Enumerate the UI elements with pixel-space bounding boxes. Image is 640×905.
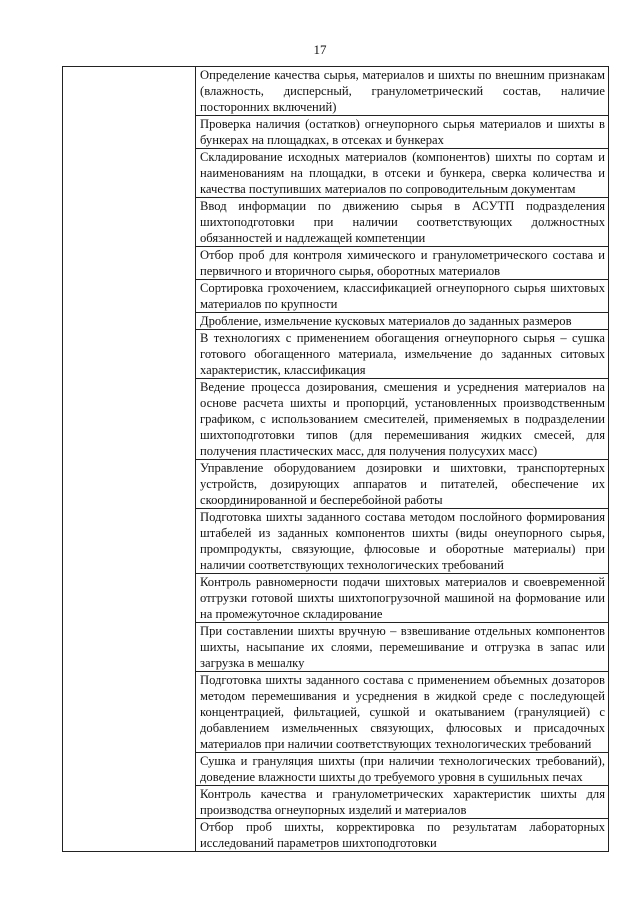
table-cell (196, 149, 609, 198)
cell-text: Дробление, измельчение кусковых материалов до заданных размеров (200, 314, 572, 328)
left-empty-cell (63, 67, 196, 852)
cell-text: Отбор проб шихты, корректировка по результатам лабораторных исследований параметров шихтоподготовки (200, 820, 605, 850)
table-cell (196, 672, 609, 753)
cell-text: Контроль качества и гранулометрических характеристик шихты для производства огнеупорных изделий и материалов (200, 787, 605, 817)
table-cell (196, 623, 609, 672)
cell-text: Проверка наличия (остатков) огнеупорного сырья материалов и шихты в бункерах на площадках, в отсеках и бункерах (200, 117, 605, 147)
table-cell (196, 313, 609, 330)
cell-text: Подготовка шихты заданного состава с применением объемных дозаторов методом перемешивания и усреднения в жидкой среде с последующей концентрацией, фильтацией, сушкой и окатыванием (грануляцией) с добавлением измельченных связующих, флюсовых и присадочных материалов при наличии соответствующих технологических требований (200, 673, 605, 751)
cell-text: Управление оборудованием дозировки и шихтовки, транспортерных устройств, дозирующих аппаратов и питателей, обеспечение их скоординированной и бесперебойной работы (200, 461, 605, 507)
table-cell (196, 116, 609, 149)
cell-text: Отбор проб для контроля химического и гранулометрического состава и первичного и вторичного сырья, оборотных материалов (200, 248, 605, 278)
table-cell (196, 753, 609, 786)
table-cell (196, 379, 609, 460)
table-cell (196, 67, 609, 116)
table-cell (196, 509, 609, 574)
table-cell (196, 247, 609, 280)
table-cell (196, 330, 609, 379)
cell-text: Подготовка шихты заданного состава методом послойного формирования штабелей из заданных компонентов шихты (виды онеупорного сырья, промпродукты, связующие, флюсовые и оборотные материалы) при наличии соответствующих технологических требований (200, 510, 605, 572)
duties-table (62, 66, 609, 852)
table-row (63, 67, 609, 116)
cell-text: Ведение процесса дозирования, смешения и усреднения материалов на основе расчета шихты и пропорций, установленных производственным графиком, с использованием смесителей, применяемых в подразделении шихтоподготовки типов (для перемешивания жидких смесей, для получения пластических масс, для получения полусухих масс) (200, 380, 605, 458)
cell-text: Складирование исходных материалов (компонентов) шихты по сортам и наименованиям на площадки, в отсеки и бункера, сверка количества и качества поступивших материалов по сопроводительным документам (200, 150, 605, 196)
page-number: 17 (313, 42, 327, 57)
cell-text: Ввод информации по движению сырья в АСУТП подразделения шихтоподготовки при наличии соответствующих должностных обязанностей и надлежащей компетенции (200, 199, 605, 245)
table-cell (196, 198, 609, 247)
cell-text: Сортировка грохочением, классификацией огнеупорного сырья шихтовых материалов по крупности (200, 281, 605, 311)
cell-text: Определение качества сырья, материалов и шихты по внешним признакам (влажность, дисперсный, гранулометрический состав, наличие посторонних включений) (200, 68, 605, 114)
table-cell (196, 460, 609, 509)
cell-text: При составлении шихты вручную – взвешивание отдельных компонентов шихты, насыпание их слоями, перемешивание и отгрузка в запас или загрузка в мешалку (200, 624, 605, 670)
table-cell (196, 819, 609, 852)
table-cell (196, 574, 609, 623)
cell-text: В технологиях с применением обогащения огнеупорного сырья – сушка готового обогащенного материала, измельчение до заданных ситовых характеристик, классификация (200, 331, 605, 377)
table-cell (196, 786, 609, 819)
cell-text: Сушка и грануляция шихты (при наличии технологических требований), доведение влажности шихты до требуемого уровня в сушильных печах (200, 754, 605, 784)
table-cell (196, 280, 609, 313)
cell-text: Контроль равномерности подачи шихтовых материалов и своевременной отгрузки готовой шихты шихтопогрузочной машиной на формование или на промежуточное складирование (200, 575, 605, 621)
